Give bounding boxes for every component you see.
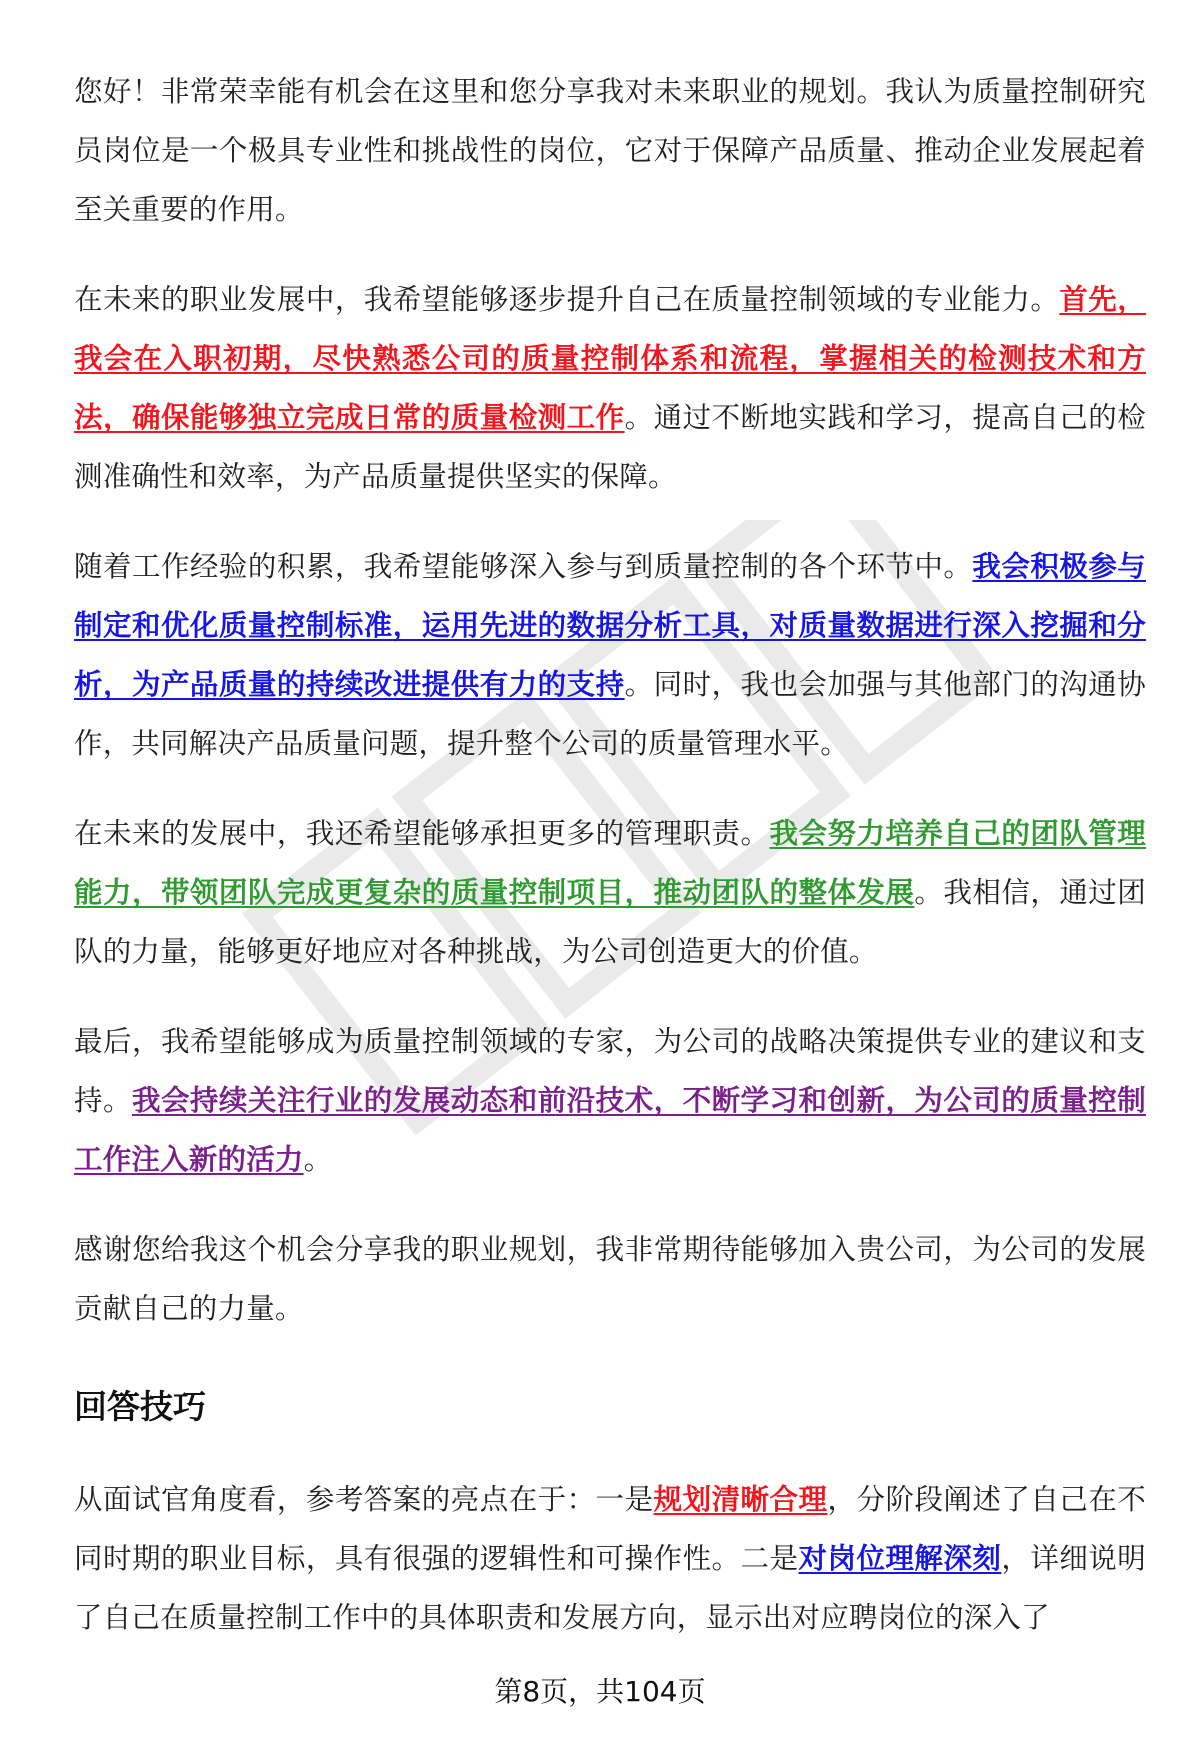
text-span: 。: [303, 1143, 333, 1176]
tips-paragraph: [74, 1470, 1146, 1647]
text-span: ，分阶段阐述了自己在不同时期的职业目标，具有很强的逻辑性和可操作性。二是: [74, 1483, 1147, 1575]
text-span: 从面试官角度看，参考答案的亮点在于：一是: [74, 1483, 654, 1516]
highlight-green: 我会努力培养自己的团队管理能力，带领团队完成更复杂的质量控制项目，推动团队的整体发展: [74, 817, 1146, 909]
text-span: 在未来的发展中，我还希望能够承担更多的管理职责。: [74, 817, 770, 850]
management-paragraph: [74, 804, 1146, 981]
section-title: 回答技巧: [74, 1387, 206, 1426]
career-start-paragraph: [74, 270, 1146, 506]
highlight-red: 规划清晰合理: [653, 1483, 828, 1516]
text-span: 您好！非常荣幸能有机会在这里和您分享我对未来职业的规划。我认为质量控制研究员岗位是一个极具专业性和挑战性的岗位，它对于保障产品质量、推动企业发展起着至关重要的作用。: [74, 75, 1146, 226]
text-span: 在未来的职业发展中，我希望能够逐步提升自己在质量控制领域的专业能力。: [74, 283, 1060, 316]
text-span: ，详细说明了自己在质量控制工作中的具体职责和发展方向，显示出对应聘岗位的深入了: [74, 1542, 1146, 1634]
closing-paragraph: [74, 1220, 1146, 1338]
expert-paragraph: [74, 1012, 1146, 1189]
text-span: 感谢您给我这个机会分享我的职业规划，我非常期待能够加入贵公司，为公司的发展贡献自己的力量。: [74, 1233, 1146, 1325]
document-body: [74, 62, 1146, 1678]
highlight-red: 首先，我会在入职初期，尽快熟悉公司的质量控制体系和流程，掌握相关的检测技术和方法，确保能够独立完成日常的质量检测工作: [74, 283, 1146, 434]
intro-paragraph: [74, 62, 1146, 239]
page-footer: 第8页，共104页: [494, 1675, 706, 1708]
text-span: 。同时，我也会加强与其他部门的沟通协作，共同解决产品质量问题，提升整个公司的质量管理水平。: [74, 668, 1146, 760]
career-growth-paragraph: [74, 537, 1146, 773]
text-span: 。通过不断地实践和学习，提高自己的检测准确性和效率，为产品质量提供坚实的保障。: [74, 401, 1146, 493]
text-span: 随着工作经验的积累，我希望能够深入参与到质量控制的各个环节中。: [74, 550, 973, 583]
text-span: 最后，我希望能够成为质量控制领域的专家，为公司的战略决策提供专业的建议和支持。: [74, 1025, 1146, 1117]
highlight-blue: 对岗位理解深刻: [798, 1542, 1002, 1575]
text-span: 。我相信，通过团队的力量，能够更好地应对各种挑战，为公司创造更大的价值。: [74, 876, 1146, 968]
highlight-blue: 我会积极参与制定和优化质量控制标准，运用先进的数据分析工具，对质量数据进行深入挖掘和分析，为产品质量的持续改进提供有力的支持: [74, 550, 1147, 701]
highlight-purple: 我会持续关注行业的发展动态和前沿技术，不断学习和创新，为公司的质量控制工作注入新的活力: [74, 1084, 1146, 1176]
